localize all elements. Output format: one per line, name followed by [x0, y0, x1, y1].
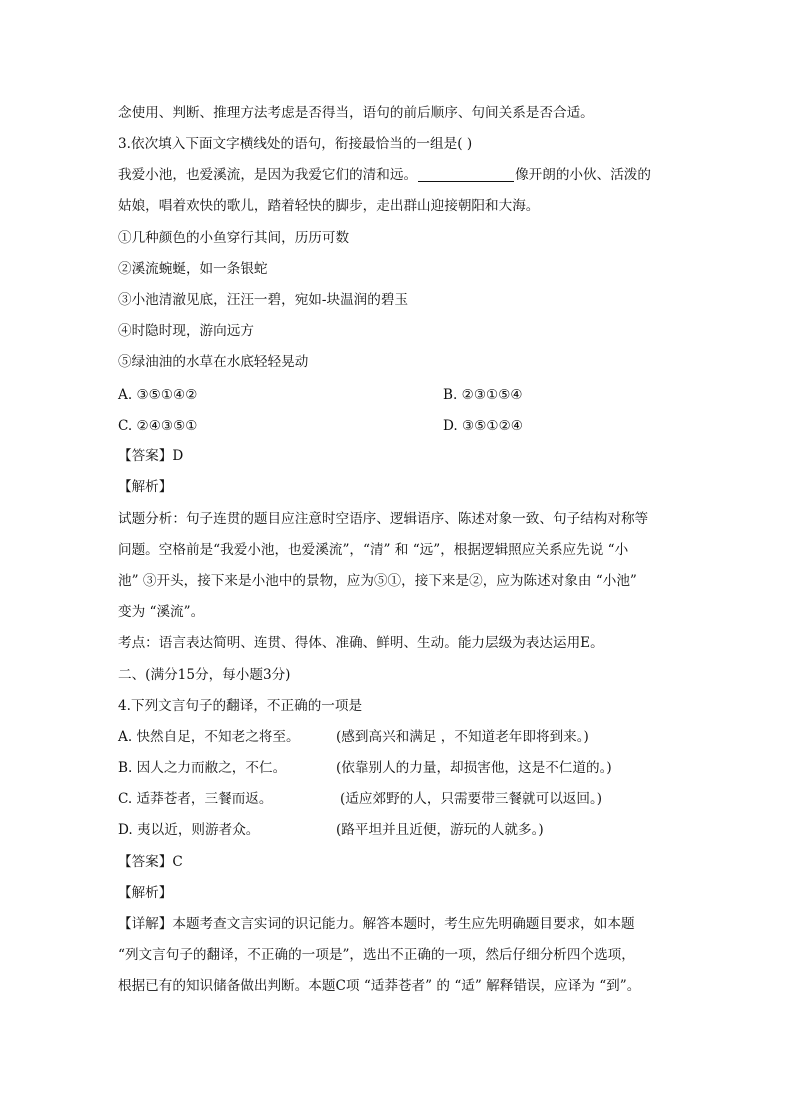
answer-label-q4: 【答案】C: [118, 854, 183, 870]
question-3-passage-line-2: 姑娘，唱着欢快的歌儿，踏着轻快的脚步，走出群山迎接朝阳和大海。: [118, 198, 540, 214]
fill-in-blank: [418, 167, 514, 182]
q4-option-b-translation: (依靠别人的力量，却损害他，这是不仁道的。): [336, 760, 612, 776]
q4-option-a-translation: (感到高兴和满足 ，不知道老年即将到来。): [336, 729, 589, 745]
sentence-item-2: ②溪流蜿蜒，如一条银蛇: [118, 261, 268, 277]
analysis-line: 问题。空格前是“我爱小池，也爱溪流”，“清” 和 “远”，根据逻辑照应关系应先说 “小: [118, 542, 629, 558]
question-4-title: 4.下列文言句子的翻译，不正确的一项是: [118, 698, 363, 714]
q4-option-d: D. 夷以近，则游者众。: [118, 822, 260, 838]
option-a: A. ③⑤①④②: [118, 387, 198, 403]
q4-option-c-translation: (适应郊野的人，只需要带三餐就可以返回。): [340, 791, 603, 807]
analysis-label-q4: 【解析】: [118, 885, 173, 901]
q4-option-a: A. 快然自足，不知老之将至。: [118, 729, 300, 745]
analysis-line: 【详解】本题考查文言实词的识记能力。解答本题时，考生应先明确题目要求，如本题: [118, 916, 635, 932]
exam-point: 考点：语言表达简明、连贯、得体、准确、鲜明、生动。能力层级为表达运用E。: [118, 635, 604, 651]
question-3-passage-line-1: [118, 166, 678, 184]
section-2-heading: 二、(满分15分，每小题3分): [118, 667, 291, 683]
option-d: D. ③⑤①②④: [443, 418, 523, 434]
sentence-item-4: ④时隐时现，游向远方: [118, 323, 254, 339]
analysis-line: 变为 “溪流”。: [118, 604, 205, 620]
answer-label-q3: 【答案】D: [118, 448, 184, 464]
option-c: C. ②④③⑤①: [118, 418, 198, 434]
analysis-line: “列文言句子的翻译，不正确的一项是”，选出不正确的一项，然后仔细分析四个选项，: [118, 947, 635, 963]
sentence-item-1: ①几种颜色的小鱼穿行其间，历历可数: [118, 230, 350, 246]
q4-option-b: B. 因人之力而敝之，不仁。: [118, 760, 287, 776]
analysis-line: 池” ③开头，接下来是小池中的景物，应为⑤①，接下来是②，应为陈述对象由 “小池”: [118, 573, 637, 589]
option-b: B. ②③①⑤④: [443, 387, 523, 403]
analysis-line: 试题分析：句子连贯的题目应注意时空语序、逻辑语序、陈述对象一致、句子结构对称等: [118, 511, 649, 527]
passage-text-after-blank: 像开朗的小伙、活泼的: [515, 167, 651, 183]
analysis-line: 根据已有的知识储备做出判断。本题C项 “适莽苍者” 的 “适” 解释错误，应译为 “到”。: [118, 978, 641, 994]
passage-text-before-blank: 我爱小池，也爱溪流，是因为我爱它们的清和远。: [118, 167, 418, 183]
q4-option-c: C. 适莽苍者，三餐而返。: [118, 791, 273, 807]
paragraph-line: 念使用、判断、推理方法考虑是否得当，语句的前后顺序、句间关系是否合适。: [118, 105, 594, 121]
sentence-item-3: ③小池清澈见底，汪汪一碧，宛如-块温润的碧玉: [118, 292, 409, 308]
q4-option-d-translation: (路平坦并且近便，游玩的人就多。): [336, 822, 544, 838]
question-3-title: 3.依次填入下面文字横线处的语句，衔接最恰当的一组是( ): [118, 136, 473, 152]
analysis-label-q3: 【解析】: [118, 479, 173, 495]
sentence-item-5: ⑤绿油油的水草在水底轻轻晃动: [118, 354, 309, 370]
